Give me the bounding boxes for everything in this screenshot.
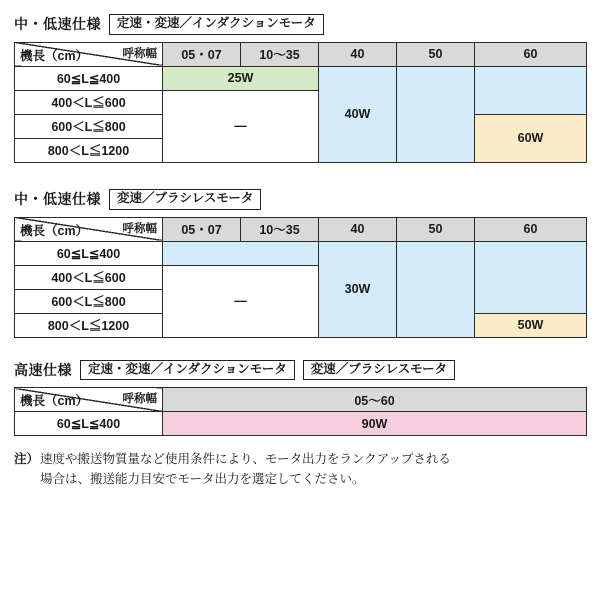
cell-blank-blue-2 — [475, 241, 587, 313]
row-label-1: 400＜L≦600 — [15, 90, 163, 114]
section-chip-brushless: 変速／ブラシレスモータ — [303, 360, 455, 381]
cell-90w: 90W — [163, 412, 587, 436]
corner-label-width: 呼称幅 — [122, 222, 157, 235]
cell-blank-blue-top — [163, 241, 319, 265]
row-label-3: 800＜L≦1200 — [15, 313, 163, 337]
table-header-row — [15, 388, 587, 412]
section-spacer — [14, 338, 586, 360]
section-spacer — [14, 163, 586, 189]
corner-cell — [15, 217, 163, 241]
col-header-4: 60 — [475, 42, 587, 66]
section-mid-low-brushless — [14, 189, 586, 338]
corner-label-length: 機長（cm） — [20, 394, 89, 409]
footnote-mark: 注） — [14, 452, 40, 467]
table-row — [15, 241, 587, 265]
section-chip-motor-type: 変速／ブラシレスモータ — [109, 189, 261, 210]
section-high-speed — [14, 360, 586, 437]
section-header — [14, 189, 586, 210]
section-title: 高速仕様 — [14, 361, 72, 378]
cell-blank-blue-1 — [397, 241, 475, 337]
cell-dash: — — [163, 90, 319, 162]
section-header — [14, 14, 586, 35]
section-header — [14, 360, 586, 381]
corner-label-length: 機長（cm） — [20, 223, 89, 238]
row-label-0: 60≦L≦400 — [15, 66, 163, 90]
col-header-2: 40 — [319, 217, 397, 241]
corner-label-length: 機長（cm） — [20, 48, 89, 63]
cell-blank-blue-1 — [397, 66, 475, 162]
footnote-line-2: 場合は、搬送能力目安でモータ出力を選定してください。 — [40, 471, 365, 486]
col-header-1: 10〜35 — [241, 42, 319, 66]
footnote-line-1: 速度や搬送物質量など使用条件により、モータ出力をランクアップされる — [40, 452, 451, 467]
corner-cell — [15, 388, 163, 412]
col-header-1: 10〜35 — [241, 217, 319, 241]
footnote-body — [40, 450, 586, 489]
section-title: 中・低速仕様 — [14, 191, 101, 208]
table-row — [15, 66, 587, 90]
col-header-0: 05・07 — [163, 217, 241, 241]
row-label-3: 800＜L≦1200 — [15, 138, 163, 162]
cell-dash: — — [163, 265, 319, 337]
col-header-3: 50 — [397, 42, 475, 66]
row-label-1: 400＜L≦600 — [15, 265, 163, 289]
cell-blank-blue-2 — [475, 66, 587, 114]
col-header-2: 40 — [319, 42, 397, 66]
cell-40w: 40W — [319, 66, 397, 162]
row-label-2: 600＜L≦800 — [15, 289, 163, 313]
section-chip-motor-type: 定速・変速／インダクションモータ — [109, 14, 324, 35]
table-row — [15, 412, 587, 436]
row-label-2: 600＜L≦800 — [15, 114, 163, 138]
corner-cell — [15, 42, 163, 66]
corner-label-width: 呼称幅 — [122, 47, 157, 60]
section-mid-low-induction — [14, 14, 586, 163]
corner-label-width: 呼称幅 — [122, 393, 157, 406]
cell-25w: 25W — [163, 66, 319, 90]
spec-table-1 — [14, 42, 587, 163]
table-header-row — [15, 42, 587, 66]
row-label-0: 60≦L≦400 — [15, 412, 163, 436]
row-label-0: 60≦L≦400 — [15, 241, 163, 265]
cell-30w: 30W — [319, 241, 397, 337]
cell-50w: 50W — [475, 313, 587, 337]
col-header-4: 60 — [475, 217, 587, 241]
section-chip-induction: 定速・変速／インダクションモータ — [80, 360, 295, 381]
col-header-range: 05〜60 — [163, 388, 587, 412]
section-title: 中・低速仕様 — [14, 16, 101, 33]
footnote — [14, 450, 586, 489]
table-header-row — [15, 217, 587, 241]
spec-table-2 — [14, 217, 587, 338]
spec-table-3 — [14, 387, 587, 436]
col-header-3: 50 — [397, 217, 475, 241]
cell-60w: 60W — [475, 114, 587, 162]
col-header-0: 05・07 — [163, 42, 241, 66]
